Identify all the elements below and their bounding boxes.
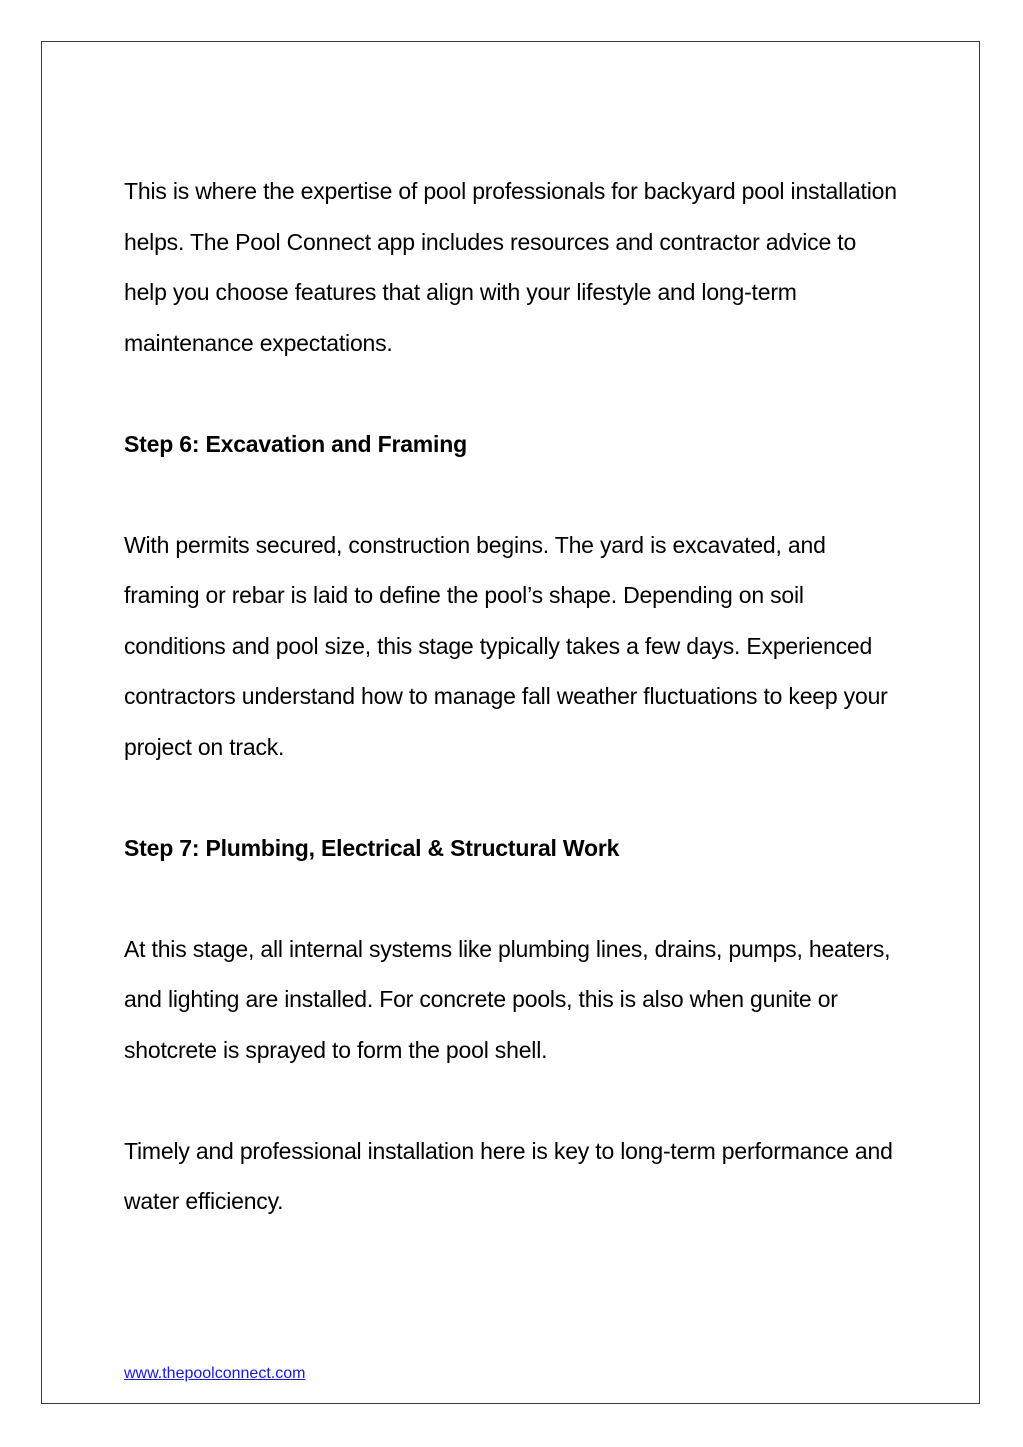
- paragraph-excavation: With permits secured, construction begins. The yard is excavated, and framing or rebar is laid to define the pool’s shape. Depending on soil conditions and pool size, this stage typically takes a few days. Experienced contractors understand how to manage fall weather fluctuations to keep your project on track.: [124, 531, 888, 760]
- spacer: [124, 873, 904, 924]
- paragraph-intro: This is where the expertise of pool professionals for backyard pool installation helps. The Pool Connect app includes resources and contractor advice to help you choose features that align with your lifestyle and long-term maintenance expectations.: [124, 178, 897, 356]
- spacer: [124, 1075, 904, 1126]
- spacer: [124, 772, 904, 823]
- spacer: [124, 368, 904, 419]
- spacer: [124, 469, 904, 520]
- paragraph-installation: Timely and professional installation here is key to long-term performance and water efficiency.: [124, 1137, 893, 1214]
- paragraph-systems: At this stage, all internal systems like plumbing lines, drains, pumps, heaters, and lighting are installed. For concrete pools, this is also when gunite or shotcrete is sprayed to form the pool shell.: [124, 935, 891, 1063]
- heading-step-6: Step 6: Excavation and Framing: [124, 430, 467, 457]
- footer-website-link[interactable]: www.thepoolconnect.com: [124, 1365, 306, 1382]
- heading-step-7: Step 7: Plumbing, Electrical & Structural Work: [124, 834, 620, 861]
- document-body: [124, 166, 904, 1227]
